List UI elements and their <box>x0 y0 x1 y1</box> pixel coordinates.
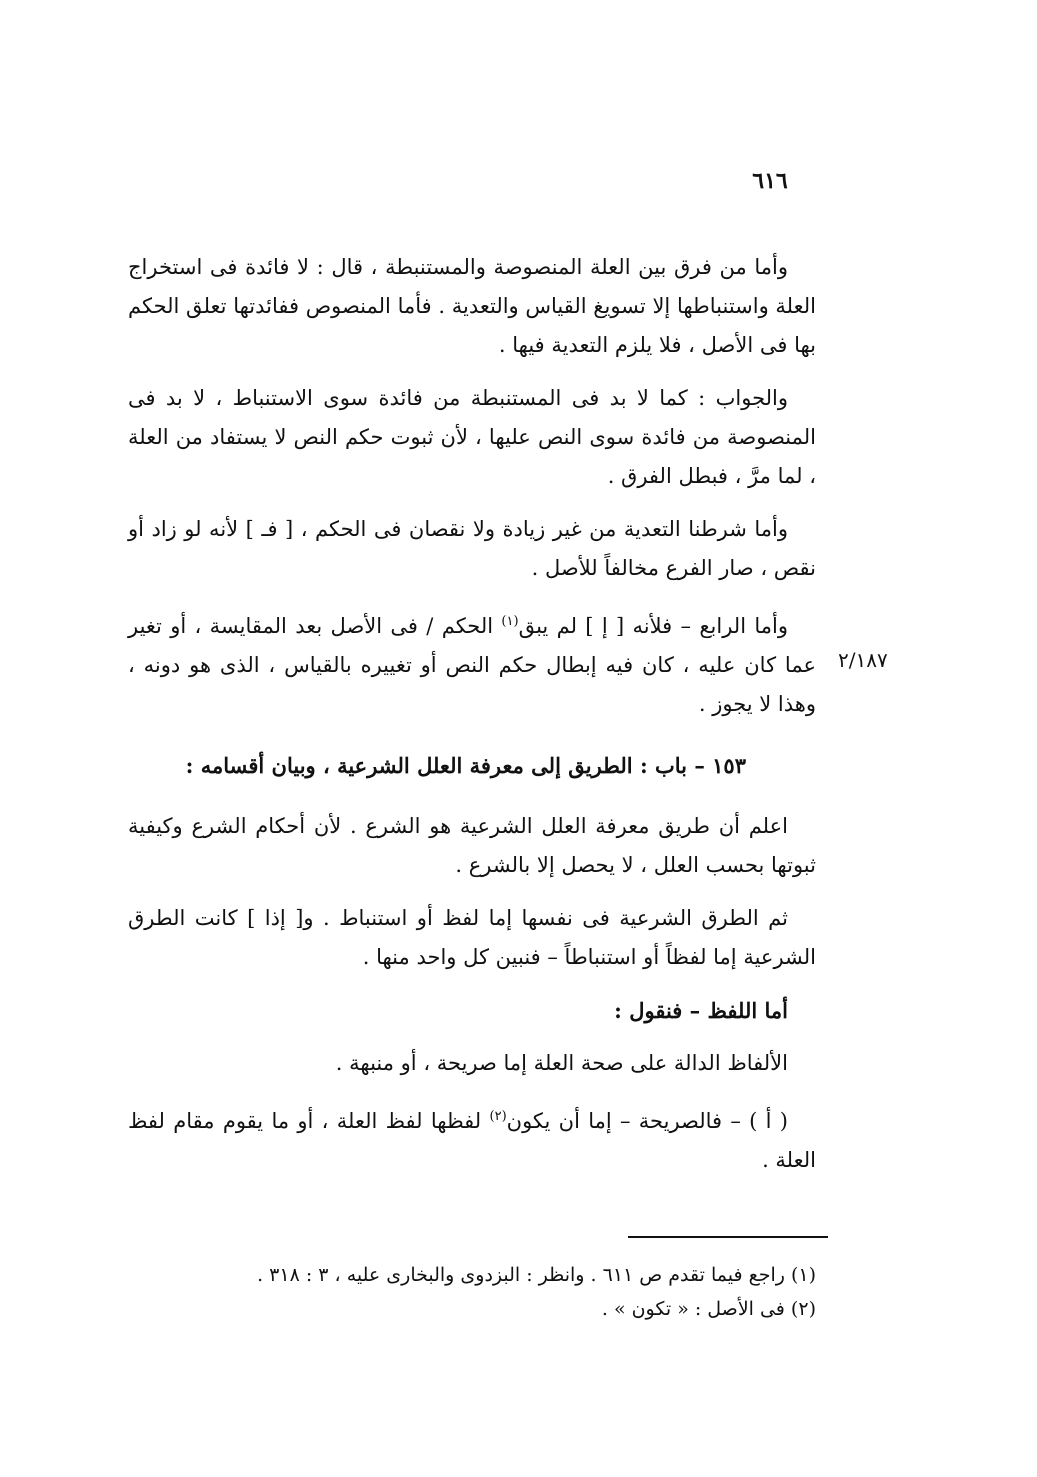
margin-reference: ٢/١٨٧ <box>838 648 888 672</box>
paragraph-4 <box>128 602 816 724</box>
footnote-2: (٢) فى الأصل : « تكون » . <box>601 1298 816 1320</box>
paragraph-last <box>128 1097 816 1180</box>
paragraph-1: وأما من فرق بين العلة المنصوصة والمستنبطة ، قال : لا فائدة فى استخراج العلة واستنباطها إلا تسويغ القياس والتعدية . فأما المنصوص ففائدتها تعلق الحكم بها فى الأصل ، فلا يلزم التعدية فيها . <box>128 255 816 357</box>
footnotes <box>150 1258 816 1326</box>
footnote-1: (١) راجع فيما تقدم ص ٦١١ . وانظر : البزدوى والبخارى عليه ، ٣ : ٣١٨ . <box>257 1264 816 1286</box>
alfaz-line: الألفاظ الدالة على صحة العلة إما صريحة ، أو منبهة . <box>335 1051 788 1075</box>
footnote-marker-1: (١) <box>501 614 519 629</box>
footnote-divider <box>628 1236 828 1238</box>
section-heading: ١٥٣ – باب : الطريق إلى معرفة العلل الشرعية ، وبيان أقسامه : <box>185 753 746 778</box>
main-text <box>128 248 816 1194</box>
paragraph-last-end: لفظها لفظ العلة ، أو ما يقوم مقام لفظ العلة . <box>128 1109 816 1172</box>
paragraph-3: وأما شرطنا التعدية من غير زيادة ولا نقصان فى الحكم ، [ فـ ] لأنه لو زاد أو نقص ، صار الفرع مخالفاً للأصل . <box>128 517 816 580</box>
page-number: ٦١٦ <box>752 168 788 194</box>
paragraph-4-start: وأما الرابع – فلأنه [ إ ] لم يبق <box>518 614 788 638</box>
footnote-marker-2: (٢) <box>489 1109 507 1124</box>
lafz-line: أما اللفظ – فنقول : <box>614 998 788 1023</box>
paragraph-2: والجواب : كما لا بد فى المستنبطة من فائدة سوى الاستنباط ، لا بد فى المنصوصة من فائدة سوى النص عليها ، لأن ثبوت حكم النص لا يستفاد من العلة ، لما مرَّ ، فبطل الفرق . <box>128 386 816 488</box>
paragraph-5: اعلم أن طريق معرفة العلل الشرعية هو الشرع . لأن أحكام الشرع وكيفية ثبوتها بحسب العلل ، لا يحصل إلا بالشرع . <box>128 814 816 877</box>
paragraph-4-end: الحكم / فى الأصل بعد المقايسة ، أو تغير عما كان عليه ، كان فيه إبطال حكم النص أو تغييره بالقياس ، الذى هو دونه ، وهذا لا يجوز . <box>128 614 816 716</box>
paragraph-6: ثم الطرق الشرعية فى نفسها إما لفظ أو استنباط . و[ إذا ] كانت الطرق الشرعية إما لفظاً أو استنباطاً – فنبين كل واحد منها . <box>128 906 816 969</box>
paragraph-last-start: ( أ ) – فالصريحة – إما أن يكون <box>506 1109 788 1133</box>
